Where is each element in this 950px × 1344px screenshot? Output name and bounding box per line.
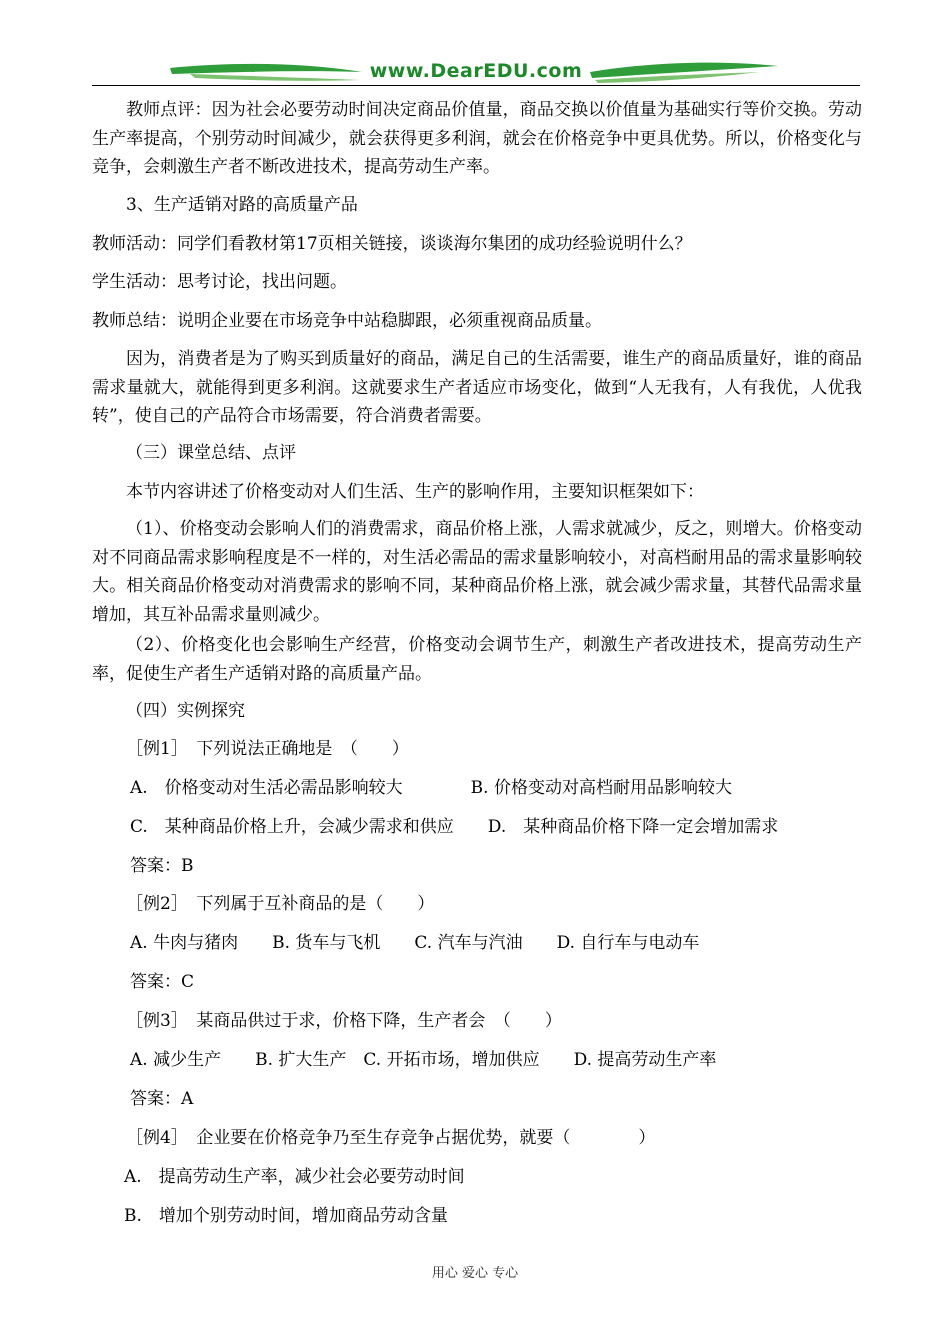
paragraph-teacher-activity: 教师活动：同学们看教材第17页相关链接，谈谈海尔集团的成功经验说明什么？: [92, 234, 692, 254]
example-4-option-a: A. 提高劳动生产率，减少社会必要劳动时间: [124, 1167, 465, 1187]
paragraph-student-activity: 学生活动：思考讨论，找出问题。: [92, 272, 347, 292]
example-1-options-ab: A. 价格变动对生活必需品影响较大 B. 价格变动对高档耐用品影响较大: [130, 778, 732, 798]
example-3-answer: 答案：A: [130, 1089, 194, 1109]
section-heading-examples: （四）实例探究: [126, 701, 245, 721]
paragraph-teacher-summary: 教师总结：说明企业要在市场竞争中站稳脚跟，必须重视商品质量。: [92, 311, 602, 331]
example-2-options: A. 牛肉与猪肉 B. 货车与飞机 C. 汽车与汽油 D. 自行车与电动车: [130, 933, 700, 953]
example-3-question: ［例3］ 某商品供过于求，价格下降，生产者会 （ ）: [126, 1011, 562, 1031]
example-2-answer: 答案：C: [130, 972, 195, 992]
example-4-option-b: B. 增加个别劳动时间，增加商品劳动含量: [124, 1206, 448, 1226]
page-header: [0, 0, 950, 92]
paragraph-because: 因为，消费者是为了购买到质量好的商品，满足自己的生活需要，谁生产的商品质量好，谁的商品需求量就大，就能得到更多利润。这就要求生产者适应市场变化，做到“人无我有，人有我优，人优我转”，使自己的产品符合市场需要，符合消费者需要。: [92, 349, 862, 426]
paragraph-teacher-comment: 教师点评：因为社会必要劳动时间决定商品价值量，商品交换以价值量为基础实行等价交换。劳动生产率提高，个别劳动时间减少，就会获得更多利润，就会在价格竞争中更具优势。所以，价格变化与竞争，会刺激生产者不断改进技术，提高劳动生产率。: [92, 100, 862, 177]
section-heading-summary: （三）课堂总结、点评: [126, 443, 296, 463]
example-1-question: ［例1］ 下列说法正确地是 （ ）: [126, 739, 409, 759]
paragraph-point-1: （1）、价格变动会影响人们的消费需求，商品价格上涨，人需求就减少，反之，则增大。价格变动对不同商品需求影响程度是不一样的，对生活必需品的需求量影响较小，对高档耐用品的需求量影响较大。相关商品价格变动对消费需求的影响不同，某种商品价格上涨，就会减少需求量，其替代品需求量增加，其互补品需求量则减少。: [92, 519, 862, 625]
site-logo-text: www.DearEDU.com: [369, 60, 583, 82]
header-divider: [92, 85, 860, 86]
example-2-question: ［例2］ 下列属于互补商品的是（ ）: [126, 894, 435, 914]
example-1-answer: 答案：B: [130, 856, 194, 876]
left-swoosh-lower: [190, 74, 360, 81]
paragraph-framework-intro: 本节内容讲述了价格变动对人们生活、生产的影响作用，主要知识框架如下：: [126, 482, 704, 502]
example-3-options: A. 减少生产 B. 扩大生产 C. 开拓市场，增加供应 D. 提高劳动生产率: [130, 1050, 717, 1070]
section-heading-3: 3、生产适销对路的高质量产品: [126, 195, 358, 215]
page-footer: 用心 爱心 专心: [431, 1266, 519, 1281]
paragraph-point-2: （2）、价格变化也会影响生产经营，价格变动会调节生产，刺激生产者改进技术，提高劳动生产率，促使生产者生产适销对路的高质量产品。: [92, 635, 862, 684]
example-4-question: ［例4］ 企业要在价格竞争乃至生存竞争占据优势，就要（ ）: [126, 1128, 656, 1148]
example-1-options-cd: C. 某种商品价格上升，会减少需求和供应 D. 某种商品价格下降一定会增加需求: [130, 817, 779, 837]
left-swoosh: [170, 64, 362, 74]
